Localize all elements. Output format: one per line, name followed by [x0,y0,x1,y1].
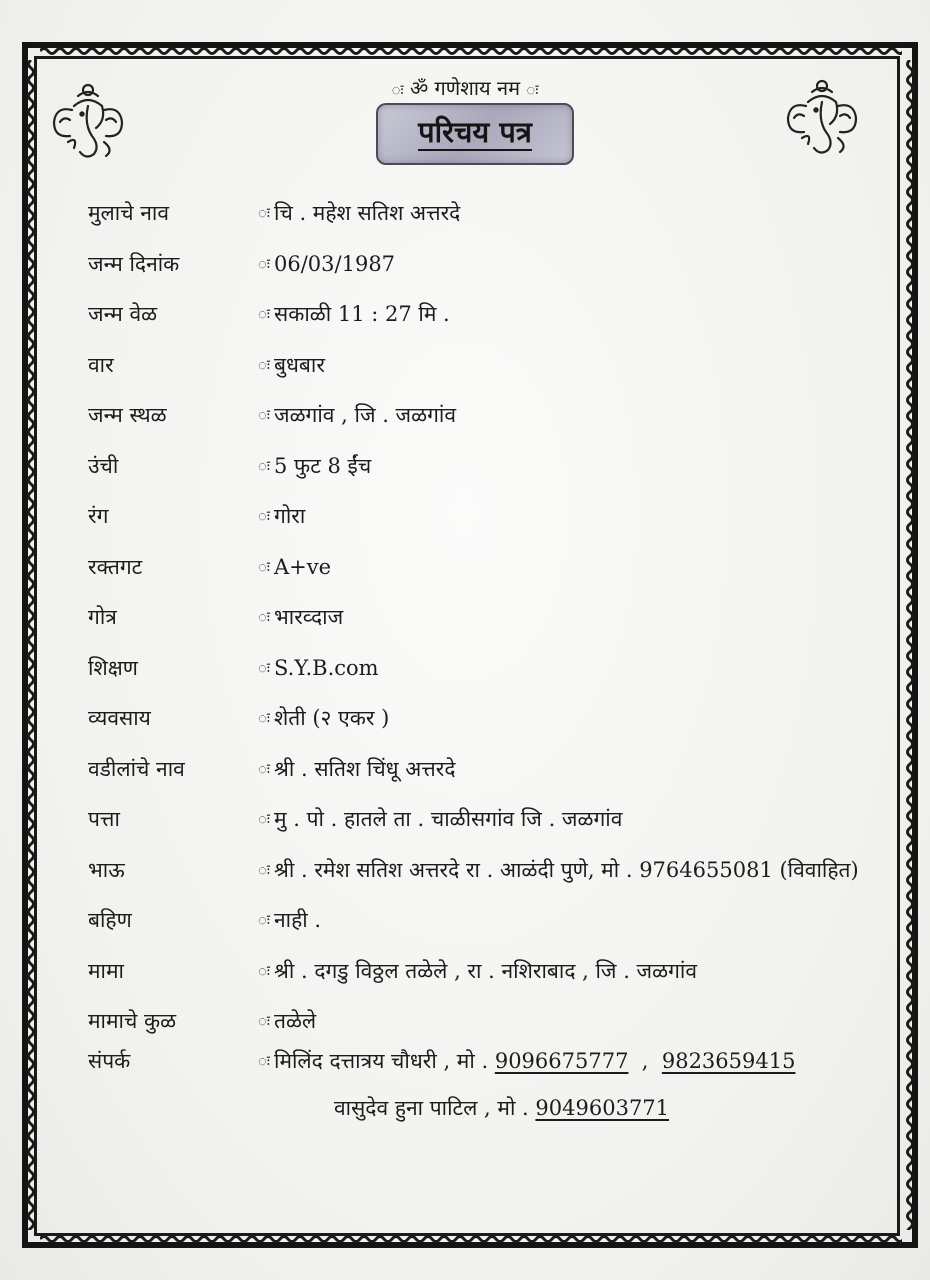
row-label: मामा [88,959,124,983]
left-wave-border [25,60,37,1230]
row-value: 06/03/1987 [274,252,396,276]
row-separator: ः [258,1012,270,1030]
contact-value [274,1047,795,1075]
row-label: बहिण [88,908,132,932]
row-value: मु . पो . हातले ता . चाळीसगांव जि . जळगांव [274,807,623,831]
row-separator: ः [258,356,270,374]
row-separator: ः [258,507,270,525]
row-label: वडीलांचे नाव [88,757,185,781]
row-label: रक्तगट [88,555,143,579]
detail-row [88,398,456,432]
detail-row [88,752,456,786]
detail-row [88,701,389,735]
detail-row [88,853,859,887]
row-value: A+ve [274,555,332,579]
detail-row [88,600,343,634]
row-separator: ः [258,760,270,778]
row-value: गोरा [274,504,306,528]
row-separator: ः [258,204,270,222]
detail-row [88,499,305,533]
contact-comma: , [635,1049,656,1073]
detail-row [88,297,450,331]
row-value: बुधबार [274,353,325,377]
row-separator: ः [258,911,270,929]
top-wave-border [40,45,902,57]
row-separator: ः [258,810,270,828]
row-separator: ः [258,1052,270,1070]
row-value: S.Y.B.com [274,656,379,680]
detail-row [88,1004,316,1038]
row-value: 5 फुट 8 ईंच [274,454,372,478]
right-wave-border [904,60,916,1230]
row-value: शेती (२ एकर ) [274,706,390,730]
contact-name-2: वासुदेव हुना पाटिल , मो . [334,1096,536,1120]
row-value: जळगांव , जि . जळगांव [274,403,457,427]
detail-row [88,651,379,685]
row-label: व्यवसाय [88,706,151,730]
row-separator: ः [258,608,270,626]
invocation-line [0,74,930,101]
contact-name-1: मिलिंद दत्तात्रय चौधरी , मो . [274,1049,495,1073]
detail-row [88,954,697,988]
row-label: जन्म दिनांक [88,252,180,276]
bottom-wave-border [40,1233,902,1245]
row-separator: ः [258,406,270,424]
invocation-text: ॐ गणेशाय नम [409,76,521,100]
row-label: रंग [88,504,109,528]
row-value: नाही . [274,908,322,932]
row-separator: ः [258,305,270,323]
row-label: जन्म स्थळ [88,403,167,427]
invocation-separator-left: ः [391,81,404,99]
detail-row [88,196,460,230]
row-separator: ः [258,255,270,273]
row-label: गोत्र [88,605,117,629]
contact-row [88,1044,795,1078]
row-separator: ः [258,558,270,576]
row-label: वार [88,353,114,377]
row-value: तळेले [274,1009,317,1033]
row-label: उंची [88,454,119,478]
row-value: सकाळी 11 : 27 मि . [274,302,450,326]
row-value: भारव्दाज [274,605,344,629]
invocation-separator-right: ः [526,81,539,99]
page-title: परिचय पत्र [418,117,532,152]
row-separator: ः [258,861,270,879]
row-separator: ः [258,962,270,980]
row-separator: ः [258,457,270,475]
detail-row [88,449,371,483]
detail-row [88,550,331,584]
row-label: मामाचे कुळ [88,1009,177,1033]
row-label: शिक्षण [88,656,138,680]
row-label: भाऊ [88,858,125,882]
detail-row [88,903,321,937]
row-label: मुलाचे नाव [88,201,170,225]
title-plate [376,103,574,165]
contact-phone-1: 9096675777 [494,1049,629,1073]
contact-phone-3: 9049603771 [535,1096,670,1120]
row-value: श्री . दगडु विठ्ठल तळेले , रा . नशिराबाद , जि . जळगांव [274,959,698,983]
row-label: संपर्क [88,1049,131,1073]
detail-row [88,802,622,836]
row-label: पत्ता [88,807,120,831]
row-value: चि . महेश सतिश अत्तरदे [274,201,461,225]
detail-row [88,247,395,281]
row-value: श्री . रमेश सतिश अत्तरदे रा . आळंदी पुणे, मो . 9764655081 (विवाहित) [274,858,859,882]
row-separator: ः [258,709,270,727]
row-separator: ः [258,659,270,677]
contact-second-line [334,1094,669,1122]
detail-row [88,348,325,382]
row-label: जन्म वेळ [88,302,158,326]
contact-phone-2: 9823659415 [661,1049,796,1073]
row-value: श्री . सतिश चिंधू अत्तरदे [274,757,456,781]
